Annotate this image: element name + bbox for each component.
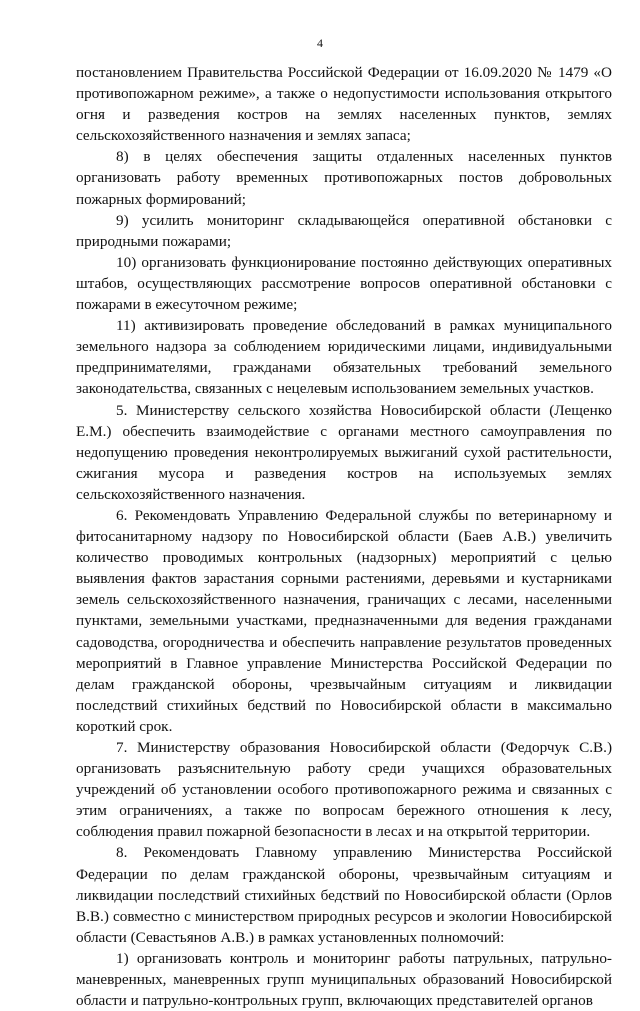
paragraph-clause-8-item-1: 1) организовать контроль и мониторинг работы патрульных, патрульно-маневренных, маневренных групп муниципальных образований Новосибирской области и патрульно-контрольных групп, включающих представителей органов	[76, 949, 612, 1010]
paragraph-continuation: постановлением Правительства Российской Федерации от 16.09.2020 № 1479 «О противопожарном режиме», а также о недопустимости использования открытого огня и разведения костров на землях населенных пунктов, землях сельскохозяйственного назначения и землях запаса;	[76, 64, 612, 145]
paragraph-item-11: 11) активизировать проведение обследований в рамках муниципального земельного надзора за соблюдением юридическими лицами, индивидуальными предпринимателями, гражданами обязательных требований земельного законодательства, связанных с нецелевым использованием земельных участков.	[76, 317, 612, 398]
paragraph-item-10: 10) организовать функционирование постоянно действующих оперативных штабов, осуществляющих рассмотрение вопросов оперативной обстановки с пожарами в ежесуточном режиме;	[76, 253, 612, 314]
document-body	[76, 62, 612, 1011]
paragraph-clause-7: 7. Министерству образования Новосибирской области (Федорчук С.В.) организовать разъяснительную работу среди учащихся образовательных учреждений об установлении особого противопожарного режима и связанных с этим ограничениях, а также по вопросам бережного отношения к лесу, соблюдения правил пожарной безопасности в лесах и на открытой территории.	[76, 739, 612, 841]
paragraph-item-9: 9) усилить мониторинг складывающейся оперативной обстановки с природными пожарами;	[76, 211, 612, 250]
paragraph-item-8: 8) в целях обеспечения защиты отдаленных населенных пунктов организовать работу временных противопожарных постов добровольных пожарных формирований;	[76, 148, 612, 208]
paragraph-clause-8: 8. Рекомендовать Главному управлению Министерства Российской Федерации по делам гражданской обороны, чрезвычайным ситуациям и ликвидации последствий стихийных бедствий по Новосибирской области (Орлов В.В.) совместно с министерством природных ресурсов и экологии Новосибирской области (Севастьянов А.В.) в рамках установленных полномочий:	[76, 844, 612, 946]
paragraph-clause-5: 5. Министерству сельского хозяйства Новосибирской области (Лещенко Е.М.) обеспечить взаимодействие с органами местного самоуправления по недопущению проведения неконтролируемых выжиганий сухой растительности, сжигания мусора и разведения костров на используемых землях сельскохозяйственного назначения.	[76, 401, 612, 503]
page-number: 4	[317, 36, 323, 50]
paragraph-clause-6: 6. Рекомендовать Управлению Федеральной службы по ветеринарному и фитосанитарному надзору по Новосибирской области (Баев А.В.) увеличить количество проводимых контрольных (надзорных) мероприятий с целью выявления фактов зарастания сорными растениями, деревьями и кустарниками земель сельскохозяйственного назначения, граничащих с лесами, населенными пунктами, земельными участками, предназначенными для ведения гражданами садоводства, огородничества и обеспечить направление результатов проведенных мероприятий в Главное управление Министерства Российской Федерации по делам гражданской обороны, чрезвычайным ситуациям и ликвидации последствий стихийных бедствий по Новосибирской области в максимально короткий срок.	[76, 506, 612, 735]
